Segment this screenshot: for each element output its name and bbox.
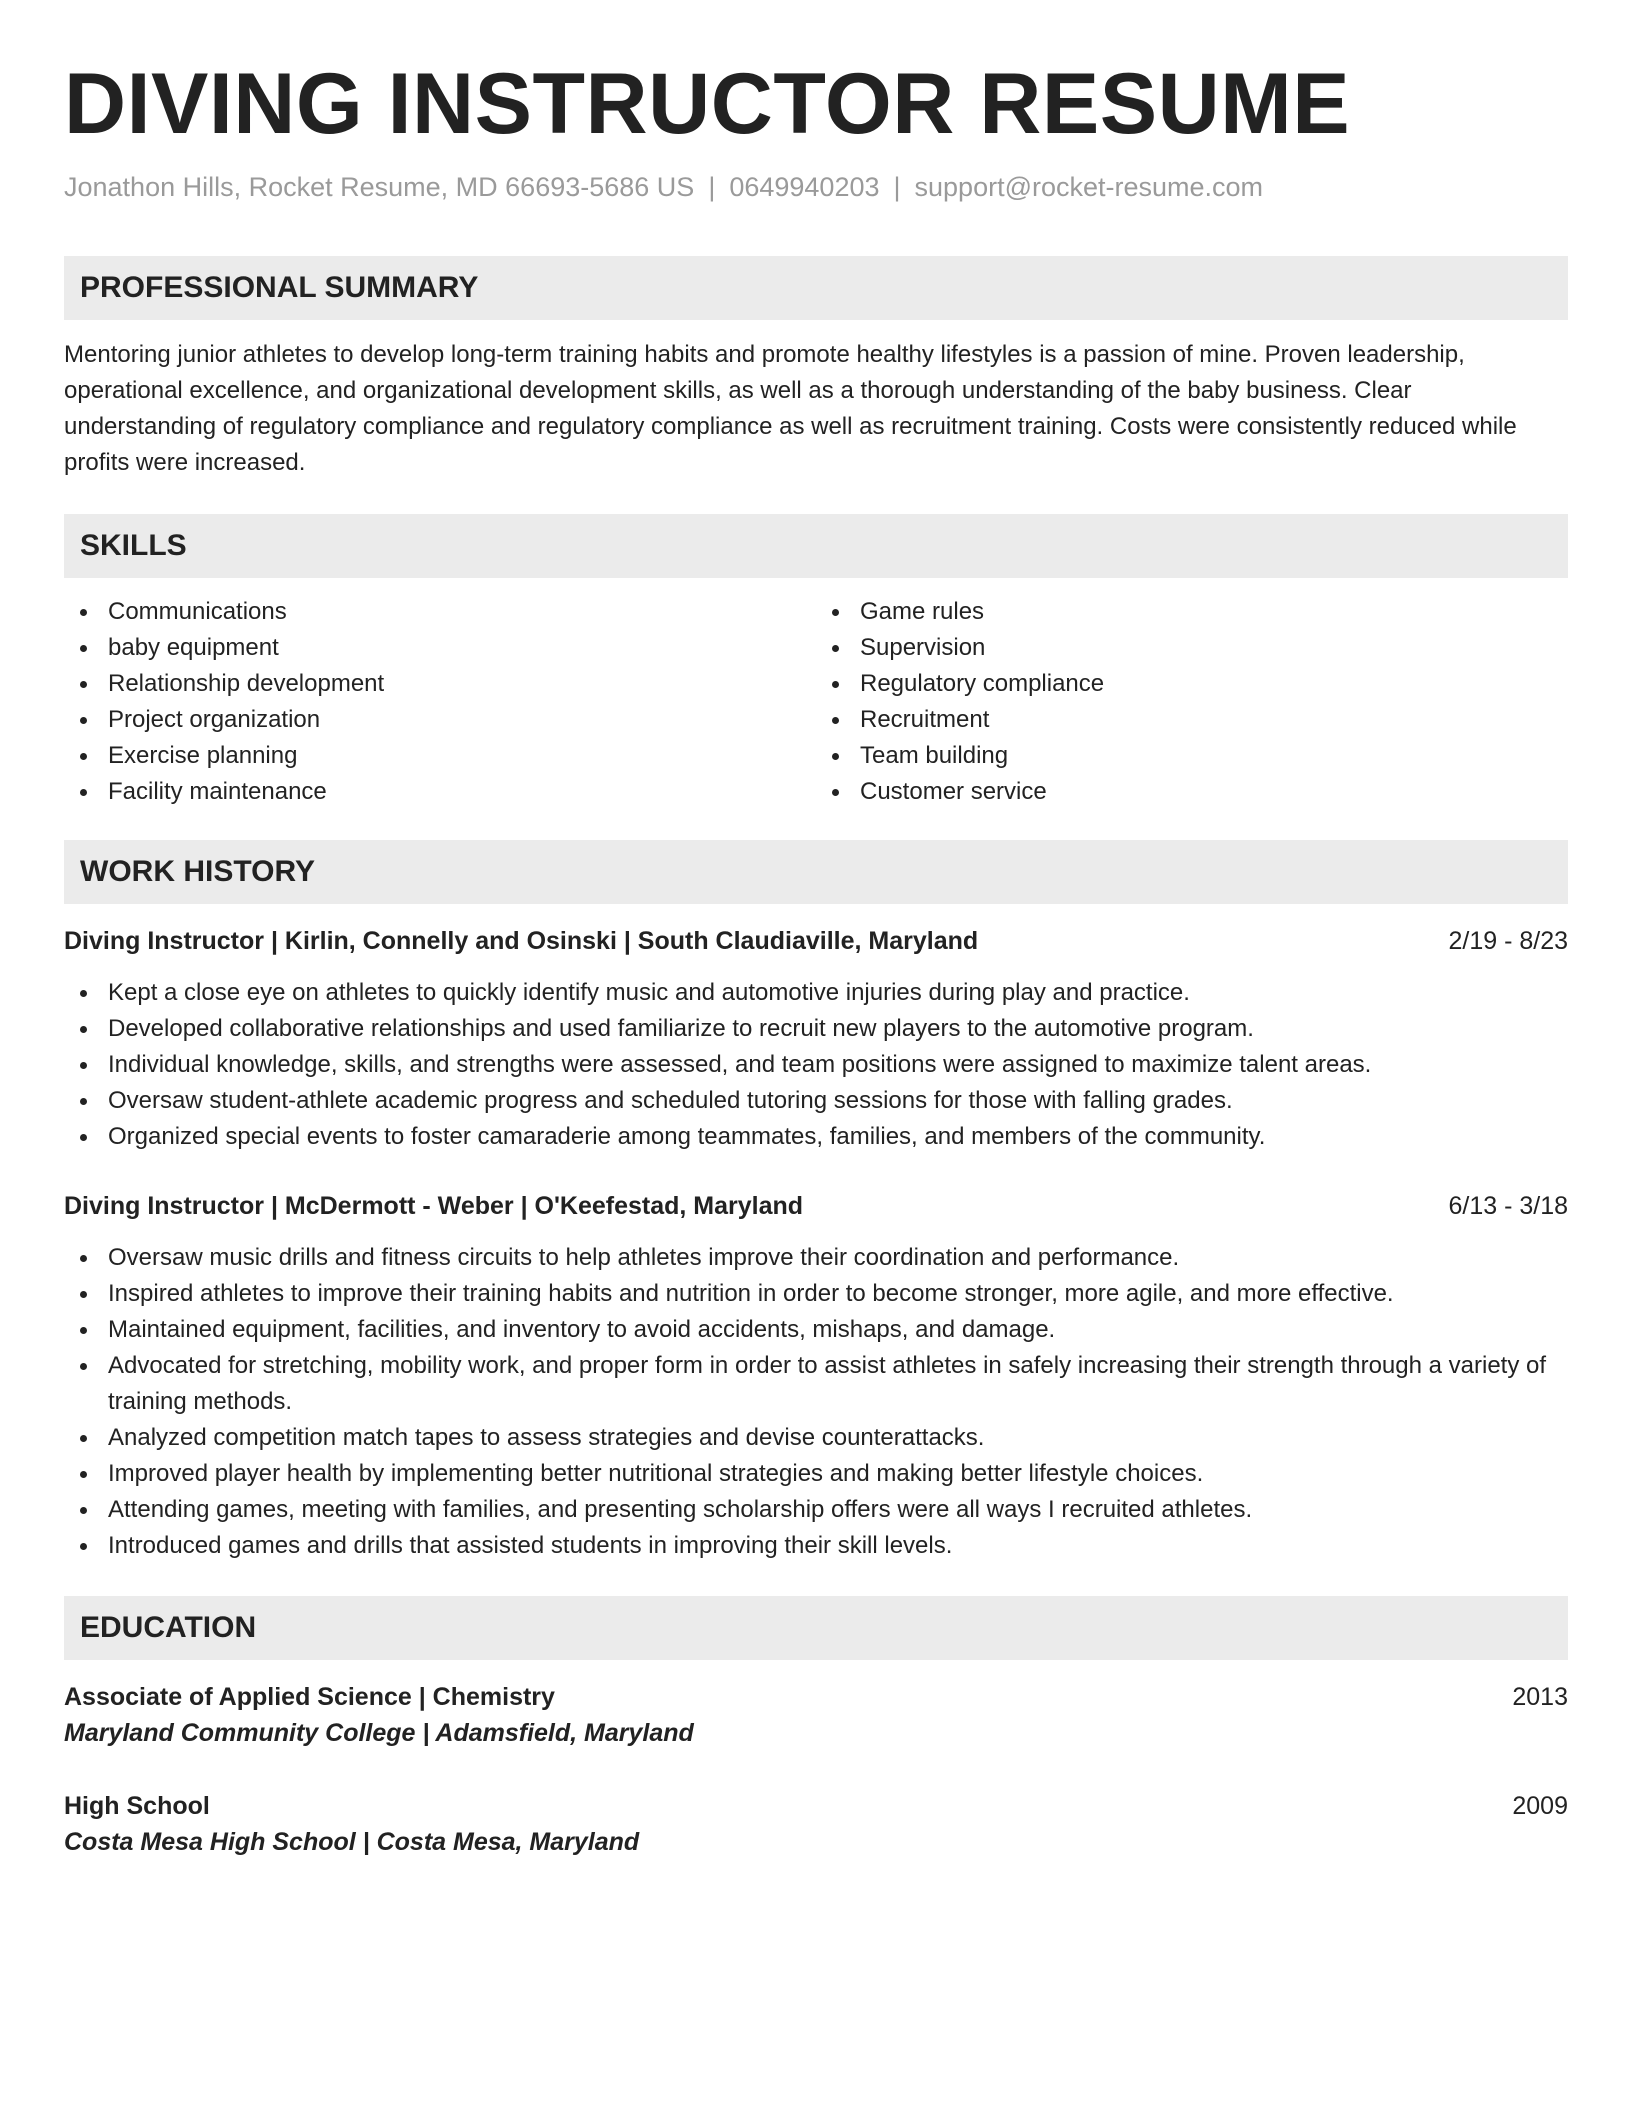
resume-title: DIVING INSTRUCTOR RESUME	[64, 56, 1351, 152]
education-year: 2013	[1512, 1683, 1568, 1711]
education-school: Maryland Community College | Adamsfield, Maryland	[64, 1719, 694, 1747]
skill-item: Project organization	[64, 702, 816, 738]
job-bullets	[64, 1240, 1568, 1564]
skill-item: baby equipment	[64, 630, 816, 666]
job-bullet: Oversaw student-athlete academic progress and scheduled tutoring sessions for those with falling grades.	[64, 1083, 1568, 1119]
education-entry	[64, 1789, 1568, 1861]
section-heading-summary: PROFESSIONAL SUMMARY	[64, 256, 1568, 320]
job-bullet: Attending games, meeting with families, and presenting scholarship offers were all ways I recruited athletes.	[64, 1492, 1568, 1528]
job-entry	[64, 924, 1568, 1155]
job-dates: 6/13 - 3/18	[1448, 1192, 1568, 1220]
education-degree: Associate of Applied Science | Chemistry	[64, 1683, 555, 1711]
skill-item: Regulatory compliance	[816, 666, 1568, 702]
job-bullet: Individual knowledge, skills, and strengths were assessed, and team positions were assigned to maximize talent areas.	[64, 1047, 1568, 1083]
job-title: Diving Instructor | McDermott - Weber | O'Keefestad, Maryland	[64, 1192, 804, 1220]
skills-grid	[64, 594, 1568, 810]
education-degree: High School	[64, 1792, 210, 1820]
job-bullet: Oversaw music drills and fitness circuits to help athletes improve their coordination and performance.	[64, 1240, 1568, 1276]
section-heading-education: EDUCATION	[64, 1596, 1568, 1660]
contact-line	[64, 170, 1568, 204]
summary-text: Mentoring junior athletes to develop long-term training habits and promote healthy lifestyles is a passion of mine. Proven leadership, operational excellence, and organizational development skills, as well as a thorough understanding of the baby business. Clear understanding of regulatory compliance and regulatory compliance as well as recruitment training. Costs were consistently reduced while profits were increased.	[64, 341, 1517, 476]
job-bullet: Organized special events to foster camaraderie among teammates, families, and members of the community.	[64, 1119, 1568, 1155]
work-history-section	[64, 840, 1568, 1564]
job-bullet: Introduced games and drills that assisted students in improving their skill levels.	[64, 1528, 1568, 1564]
job-header	[64, 924, 1568, 958]
job-dates: 2/19 - 8/23	[1448, 927, 1568, 955]
skills-column-right	[816, 594, 1568, 810]
contact-separator: |	[708, 172, 716, 202]
section-heading-skills: SKILLS	[64, 514, 1568, 578]
skills-column-left	[64, 594, 816, 810]
job-entry	[64, 1189, 1568, 1564]
skill-item: Exercise planning	[64, 738, 816, 774]
skill-item: Team building	[816, 738, 1568, 774]
skill-item: Customer service	[816, 774, 1568, 810]
contact-phone: 0649940203	[729, 172, 880, 202]
job-bullet: Inspired athletes to improve their training habits and nutrition in order to become stronger, more agile, and more effective.	[64, 1276, 1568, 1312]
skill-item: Facility maintenance	[64, 774, 816, 810]
education-header	[64, 1680, 1568, 1714]
job-bullet: Advocated for stretching, mobility work, and proper form in order to assist athletes in safely increasing their strength through a variety of training methods.	[64, 1348, 1568, 1420]
job-bullet: Kept a close eye on athletes to quickly identify music and automotive injuries during play and practice.	[64, 975, 1568, 1011]
contact-email: support@rocket-resume.com	[914, 172, 1264, 202]
education-header	[64, 1789, 1568, 1823]
skill-item: Recruitment	[816, 702, 1568, 738]
education-entry	[64, 1680, 1568, 1752]
job-bullet: Developed collaborative relationships and used familiarize to recruit new players to the automotive program.	[64, 1011, 1568, 1047]
skill-item: Relationship development	[64, 666, 816, 702]
education-year: 2009	[1512, 1792, 1568, 1820]
job-title: Diving Instructor | Kirlin, Connelly and Osinski | South Claudiaville, Maryland	[64, 927, 979, 955]
job-bullet: Improved player health by implementing better nutritional strategies and making better lifestyle choices.	[64, 1456, 1568, 1492]
job-bullet: Maintained equipment, facilities, and inventory to avoid accidents, mishaps, and damage.	[64, 1312, 1568, 1348]
summary-section	[64, 256, 1568, 481]
job-header	[64, 1189, 1568, 1223]
job-bullet: Analyzed competition match tapes to assess strategies and devise counterattacks.	[64, 1420, 1568, 1456]
skill-item: Communications	[64, 594, 816, 630]
contact-address: Jonathon Hills, Rocket Resume, MD 66693-5686 US	[64, 172, 695, 202]
job-bullets	[64, 975, 1568, 1155]
skill-item: Supervision	[816, 630, 1568, 666]
education-school: Costa Mesa High School | Costa Mesa, Maryland	[64, 1828, 640, 1856]
skill-item: Game rules	[816, 594, 1568, 630]
skills-section	[64, 514, 1568, 810]
contact-separator: |	[893, 172, 901, 202]
education-section	[64, 1596, 1568, 1861]
section-heading-work: WORK HISTORY	[64, 840, 1568, 904]
